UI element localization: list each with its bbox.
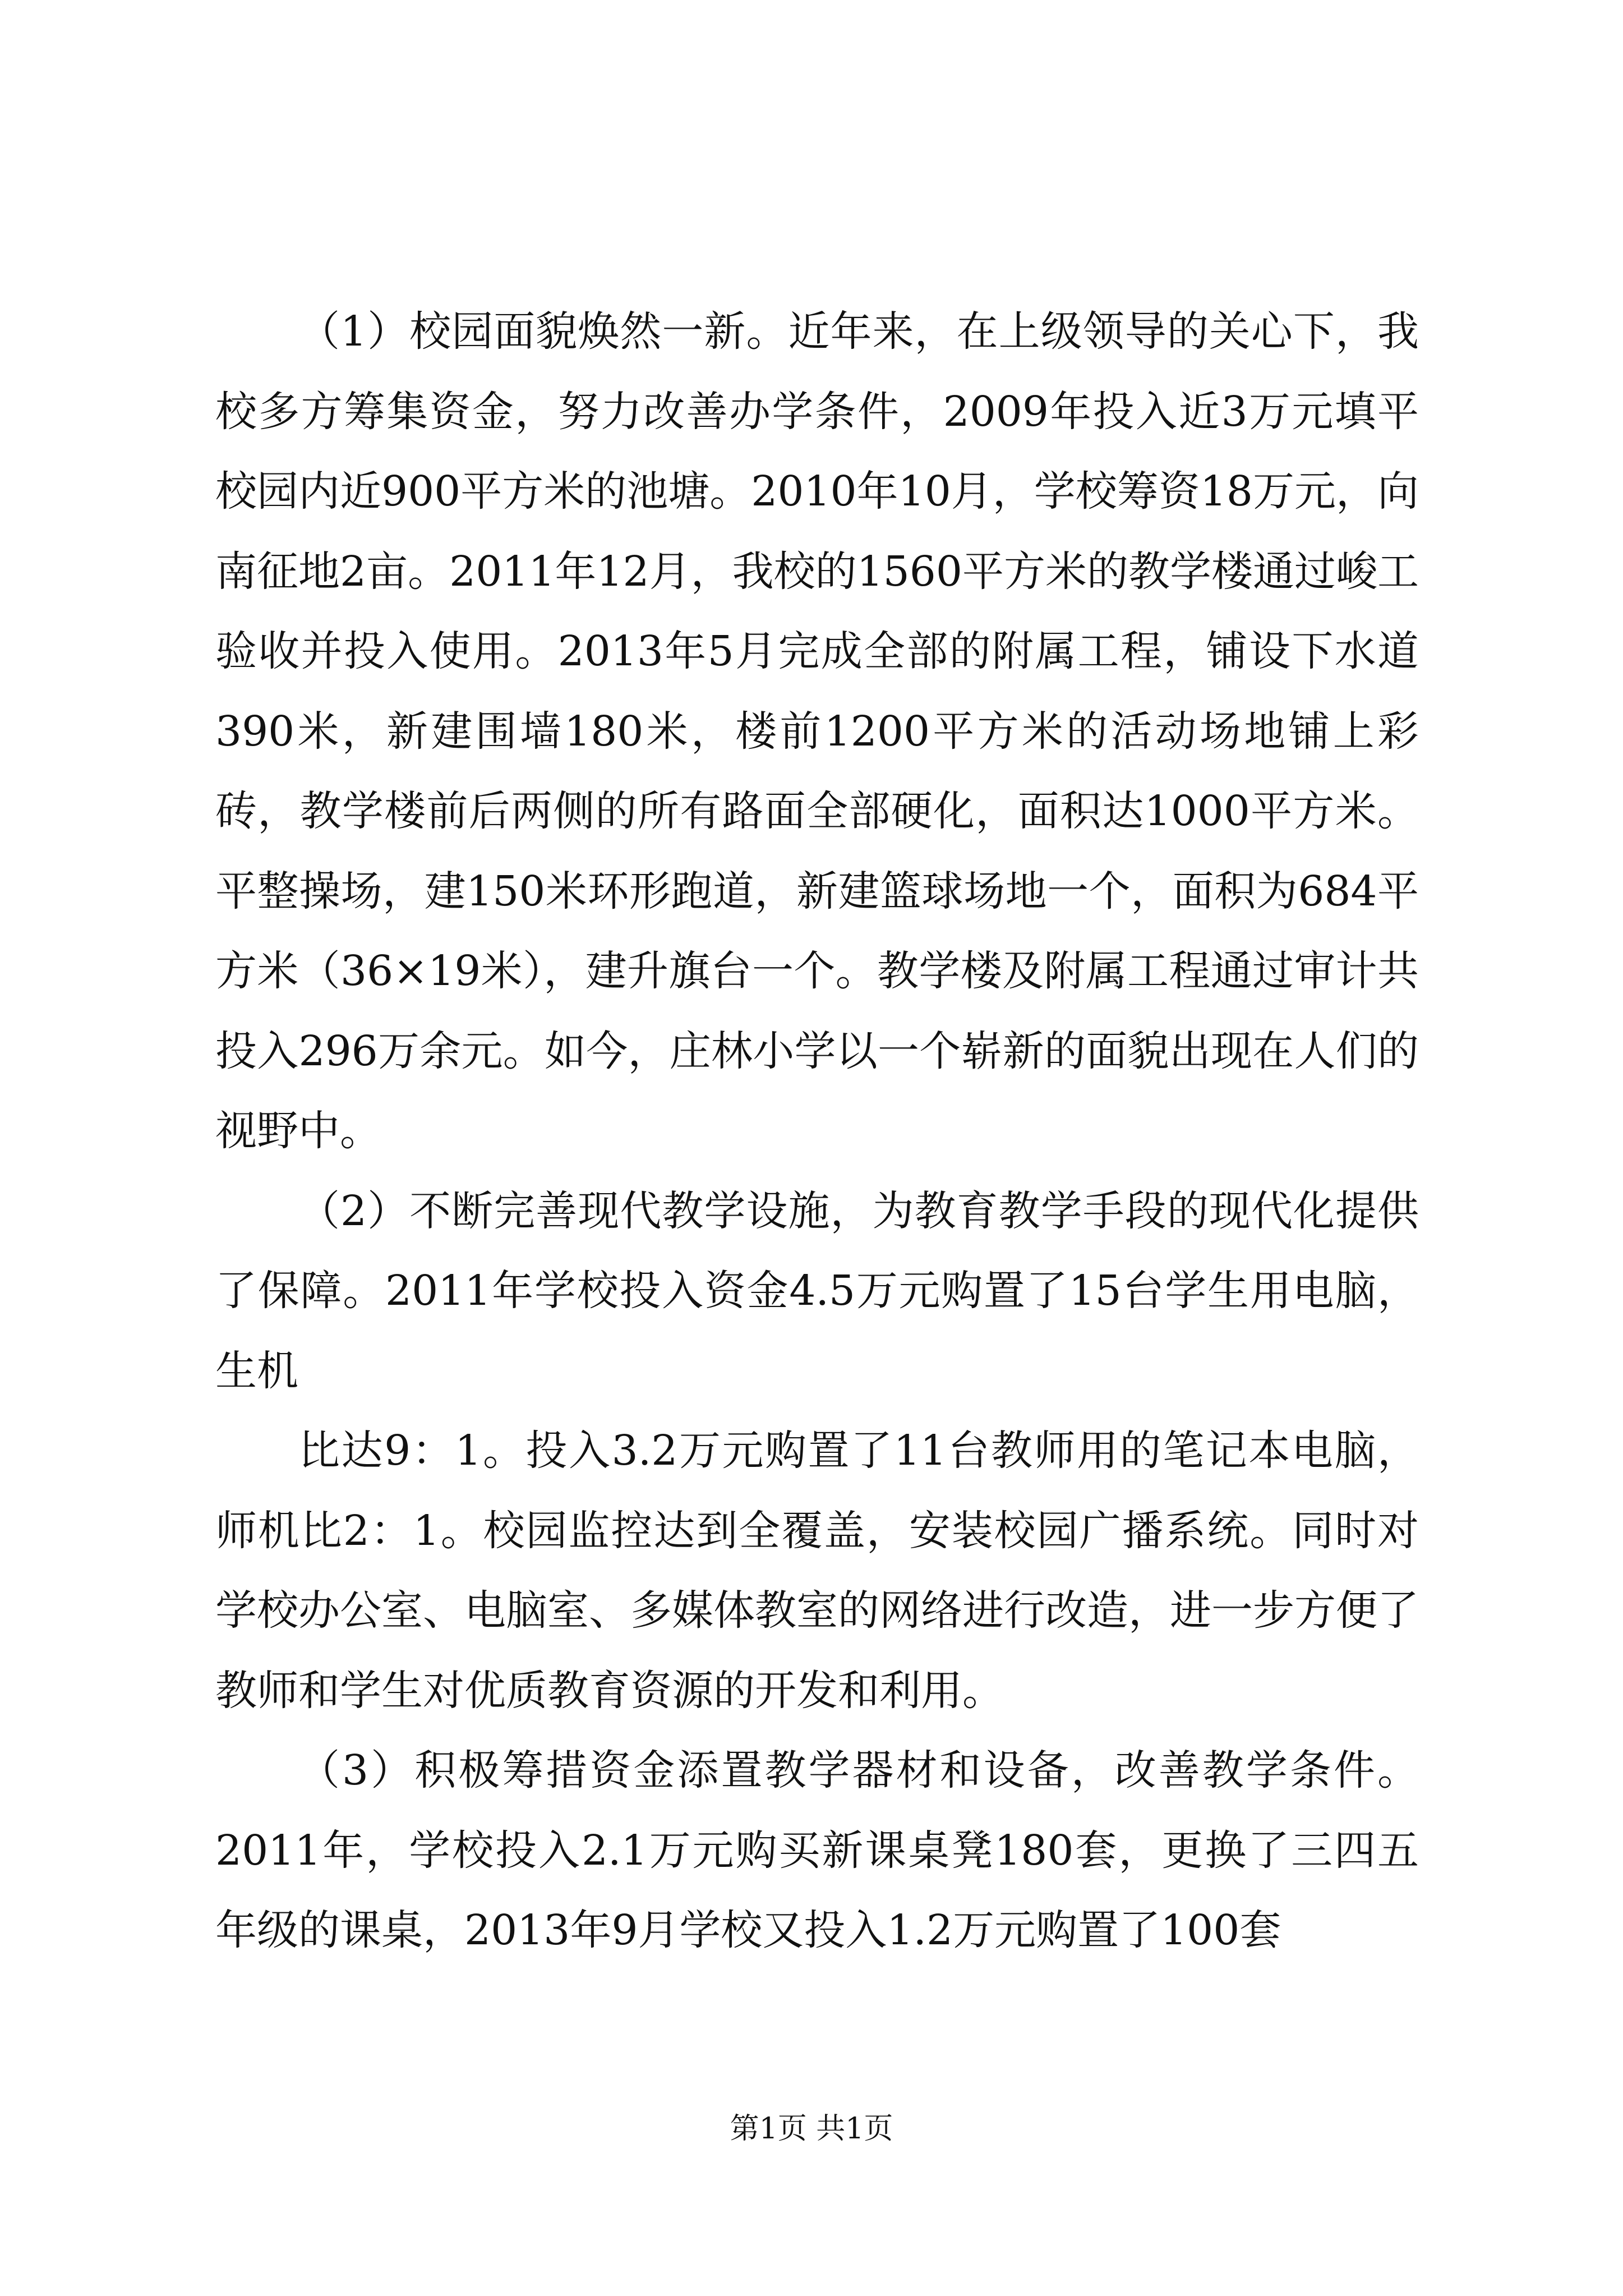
paragraph-facilities: （2）不断完善现代教学设施，为教育教学手段的现代化提供了保障。2011年学校投入资金4.5万元购置了15台学生用电脑，生机 bbox=[215, 1186, 1419, 1395]
paragraph-campus: （1）校园面貌焕然一新。近年来，在上级领导的关心下，我校多方筹集资金，努力改善办学条件，2009年投入近3万元填平校园内近900平方米的池塘。2010年10月，学校筹资18万元，向南征地2亩。2011年12月，我校的1560平方米的教学楼通过峻工验收并投入使用。2013年5月完成全部的附属工程，铺设下水道390米，新建围墙180米，楼前1200平方米的活动场地铺上彩砖，教学楼前后两侧的所有路面全部硬化，面积达1000平方米。平整操场，建150米环形跑道，新建篮球场地一个，面积为684平方米（36×19米），建升旗台一个。教学楼及附属工程通过审计共投入296万余元。如今，庄林小学以一个崭新的面貌出现在人们的视野中。 bbox=[215, 307, 1419, 1155]
paragraph-equipment: （3）积极筹措资金添置教学器材和设备，改善教学条件。2011年，学校投入2.1万元购买新课桌凳180套，更换了三四五年级的课桌，2013年9月学校又投入1.2万元购置了100套 bbox=[215, 1746, 1419, 1954]
document-body bbox=[215, 292, 1419, 1971]
paragraph-computers: 比达9：1。投入3.2万元购置了11台教师用的笔记本电脑，师机比2：1。校园监控达到全覆盖，安装校园广播系统。同时对学校办公室、电脑室、多媒体教室的网络进行改造，进一步方便了教师和学生对优质教育资源的开发和利用。 bbox=[215, 1427, 1419, 1715]
page-footer: 第1页 共1页 bbox=[730, 2112, 893, 2146]
